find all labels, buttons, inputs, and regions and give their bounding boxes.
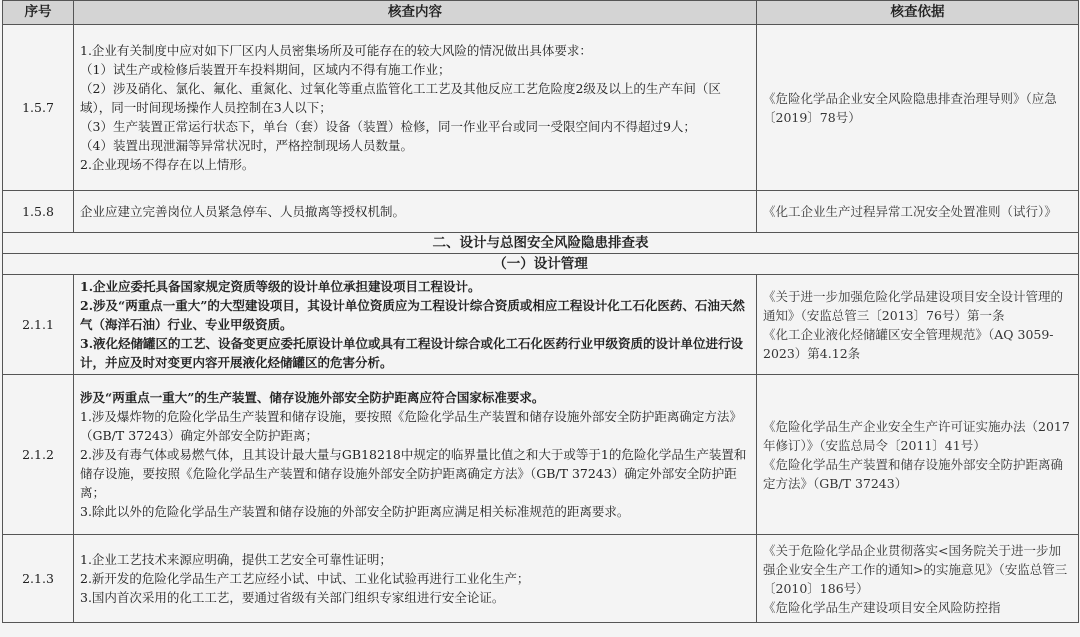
table-row (3, 275, 1079, 375)
row-content (74, 375, 757, 535)
content-line: （1）试生产或检修后装置开车投料期间，区域内不得有施工作业； (80, 62, 451, 77)
row-content (74, 25, 757, 191)
inspection-table (2, 0, 1079, 623)
table-row (3, 25, 1079, 191)
row-basis (757, 375, 1079, 535)
row-content (74, 535, 757, 623)
row-basis (757, 191, 1079, 233)
content-line: 1.企业工艺技术来源应明确，提供工艺安全可靠性证明； (80, 552, 392, 567)
row-number: 2.1.2 (3, 375, 74, 535)
content-line: 3.国内首次采用的化工工艺，要通过省级有关部门组织专家组进行安全论证。 (80, 590, 505, 605)
basis-line: 《化工企业液化烃储罐区安全管理规范》（AQ 3059-2023）第4.12条 (763, 326, 1054, 361)
content-line: 2.涉及“两重点一重大”的大型建设项目，其设计单位资质应为工程设计综合资质或相应工程设计化工石化医药、石油天然气（海洋石油）行业、专业甲级资质。 (80, 298, 745, 332)
basis-line: 《危险化学品生产建设项目安全风险防控指 (763, 599, 1001, 615)
basis-line: 《危险化学品企业安全风险隐患排查治理导则》（应急〔2019〕78号） (763, 90, 1057, 125)
header-content: 核查内容 (74, 1, 757, 25)
basis-line: 《危险化学品生产装置和储存设施外部安全防护距离确定方法》（GB/T 37243） (763, 456, 1064, 491)
table-header-row (3, 1, 1079, 25)
basis-line: 《关于危险化学品企业贯彻落实<国务院关于进一步加强企业安全生产工作的通知>的实施意见》（安监总管三〔2010〕186号） (763, 542, 1068, 596)
table-row (3, 535, 1079, 623)
content-line: 2.涉及有毒气体或易燃气体，且其设计最大量与GB18218中规定的临界量比值之和大于或等于1的危险化学品生产装置和储存设施，要按照《危险化学品生产装置和储存设施外部安全防护距离确定方法》（GB/T 37243）确定外部安全防护距离； (80, 447, 747, 500)
section-title: 二、设计与总图安全风险隐患排查表 (3, 233, 1079, 254)
row-basis (757, 535, 1079, 623)
row-content (74, 275, 757, 375)
content-line: 3.除此以外的危险化学品生产装置和储存设施的外部安全防护距离应满足相关标准规范的距离要求。 (80, 504, 630, 519)
content-line: 1.企业应委托具备国家规定资质等级的设计单位承担建设项目工程设计。 (80, 279, 481, 294)
content-line: 1.涉及爆炸物的危险化学品生产装置和储存设施，要按照《危险化学品生产装置和储存设施外部安全防护距离确定方法》（GB/T 37243）确定外部安全防护距离； (80, 409, 742, 443)
header-num: 序号 (3, 1, 74, 25)
basis-line: 《化工企业生产过程异常工况安全处置准则（试行）》 (763, 204, 1057, 219)
row-number: 1.5.8 (3, 191, 74, 233)
content-line: 2.企业现场不得存在以上情形。 (80, 157, 255, 172)
content-line: 企业应建立完善岗位人员紧急停车、人员撤离等授权机制。 (80, 204, 406, 219)
row-basis (757, 275, 1079, 375)
content-line: 涉及“两重点一重大”的生产装置、储存设施外部安全防护距离应符合国家标准要求。 (80, 390, 545, 405)
row-content (74, 191, 757, 233)
content-line: （2）涉及硝化、氯化、氟化、重氮化、过氧化等重点监管化工工艺及其他反应工艺危险度2级及以上的生产车间（区域），同一时间现场操作人员控制在3人以下； (80, 81, 721, 115)
content-line: （3）生产装置正常运行状态下，单台（套）设备（装置）检修，同一作业平台或同一受限空间内不得超过9人； (80, 119, 696, 134)
basis-line: 《危险化学品生产企业安全生产许可证实施办法（2017年修订）》（安监总局令〔2011〕41号） (763, 418, 1070, 453)
header-basis: 核查依据 (757, 1, 1079, 25)
basis-line: 《关于进一步加强危险化学品建设项目安全设计管理的通知》（安监总管三〔2013〕76号）第一条 (763, 288, 1064, 323)
content-line: （4）装置出现泄漏等异常状况时，严格控制现场人员数量。 (80, 138, 413, 153)
section-title-row (3, 233, 1079, 254)
content-line: 1.企业有关制度中应对如下厂区内人员密集场所及可能存在的较大风险的情况做出具体要求： (80, 43, 592, 58)
row-number: 2.1.1 (3, 275, 74, 375)
subsection-title: （一）设计管理 (3, 254, 1079, 275)
table-row (3, 191, 1079, 233)
content-line: 3.液化烃储罐区的工艺、设备变更应委托原设计单位或具有工程设计综合或化工石化医药行业甲级资质的设计单位进行设计，并应及时对变更内容开展液化烃储罐区的危害分析。 (80, 336, 744, 370)
table-row (3, 375, 1079, 535)
row-basis (757, 25, 1079, 191)
row-number: 1.5.7 (3, 25, 74, 191)
row-number: 2.1.3 (3, 535, 74, 623)
subsection-title-row (3, 254, 1079, 275)
content-line: 2.新开发的危险化学品生产工艺应经小试、中试、工业化试验再进行工业化生产； (80, 571, 530, 586)
